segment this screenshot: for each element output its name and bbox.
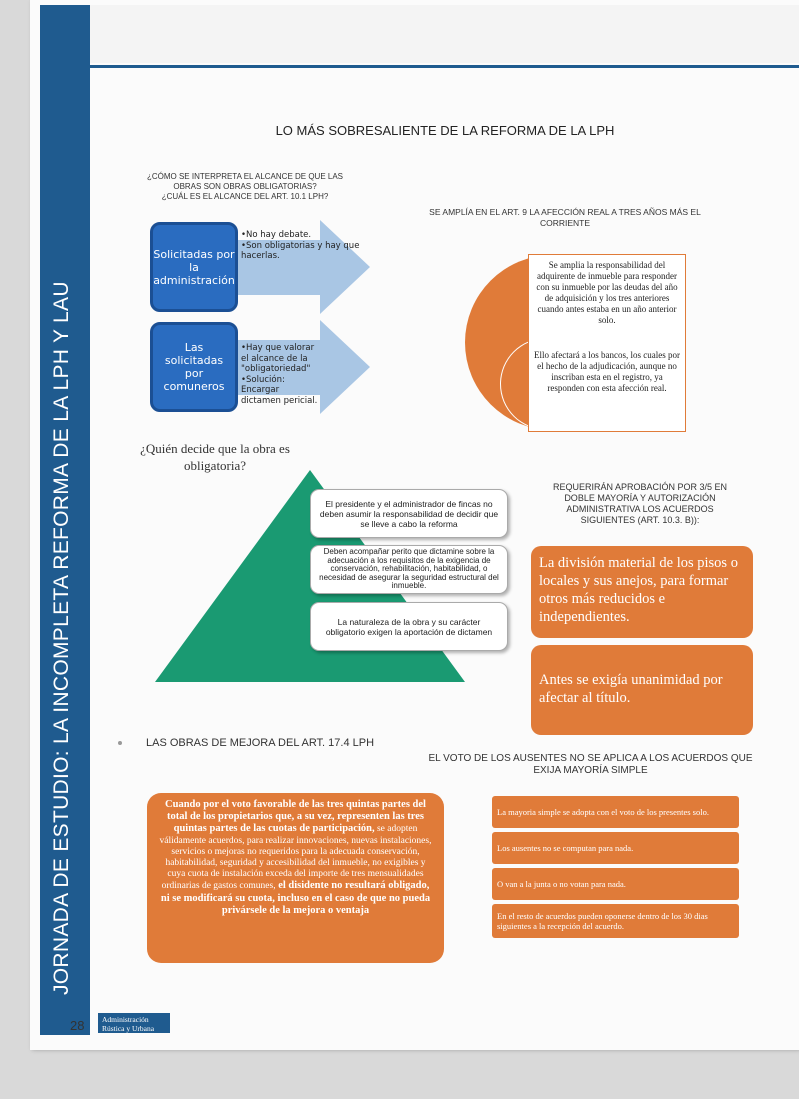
heading-line1: REQUERIRÁN APROBACIÓN POR 3/5 EN [552,482,728,492]
logo-line1: Administración [102,1015,149,1024]
voto-item-3: O van a la junta o no votan para nada. [492,868,739,900]
mejora-box [147,793,444,963]
section6-heading [413,753,768,777]
heading-line2: EXIJA MAYORÍA SIMPLE [533,765,648,776]
heading-line3: ADMINISTRATIVA LOS ACUERDOS [566,504,714,514]
heading-line1: SE AMPLÍA EN EL ART. 9 LA AFECCIÓN REAL A TRES AÑOS MÁS EL [429,207,701,217]
mejora-bold-intro: Cuando por el voto favorable de las tres quintas partes del total de los propietarios que, a su vez, representen las tres quintas partes de las cuotas de participación, [165,799,426,835]
pyramid-item-2: Deben acompañar perito que dictamine sobre la adecuación a los requisitos de la exigencia de conservación, rehabilitación, habitabilidad, o necesidad de asegurar la seguridad estructural del inmueble. [310,545,508,594]
heading-line1: EL VOTO DE LOS AUSENTES NO SE APLICA A LOS ACUERDOS QUE [428,753,753,764]
heading-line2: CORRIENTE [539,218,591,228]
section1-question [120,172,370,202]
voto-item-4: En el resto de acuerdos pueden oponerse dentro de los 30 dias siguientes a la recepción del acuerdo. [492,904,739,938]
voto-item-2: Los ausentes no se computan para nada. [492,832,739,864]
unanimidad-block: Antes se exigía unanimidad por afectar al título. [531,645,753,735]
bullet-dot [118,741,122,745]
section3-question: ¿Quién decide que la obra es obligatoria? [140,441,290,473]
division-block: La división material de los pisos o locales y sus anejos, para formar otros más reducidos e independientes. [531,546,753,638]
mejora-bold-outro: el disidente no resultará obligado, ni se modificará su cuota, incluso en el caso de que no pueda privársele de la mejora o ventaja [160,880,431,916]
header-band [90,5,799,63]
bullet-solucion: •Solución: Encargar dictamen pericial. [241,374,318,406]
pyramid-item-1: El presidente y el administrador de fincas no deben asumir la responsabilidad de decidir que se lleve a cabo la reforma [310,489,508,538]
box-solicitadas-comuneros: Las solicitadas por comuneros [150,322,238,412]
section5-heading: LAS OBRAS DE MEJORA DEL ART. 17.4 LPH [146,737,375,749]
pyramid-item-3: La naturaleza de la obra y su carácter obligatorio exigen la aportación de dictamen [310,602,508,651]
logo-line2: Rústica y Urbana [102,1024,155,1033]
section2-heading [400,207,730,229]
bullet-obligatorias: •Son obligatorias y hay que hacerlas. [241,240,360,261]
page-number: 28 [70,1018,85,1033]
afeccion-text-1: Se amplia la responsabilidad del adquirente de inmueble para responder con su inmueble por las deudas del año de adquisición y los tres anteriores cuando antes estaba en un año anterior solo. [536,260,678,325]
section4-heading [535,482,745,526]
heading-line2: DOBLE MAYORÍA Y AUTORIZACIÓN [564,493,716,503]
mejora-body: se adopten válidamente acuerdos, para realizar innovaciones, nuevas instalaciones, servicios o mejoras no requeridos para la adecuada conservación, habitabilidad, seguridad y accesibilidad del inmueble, no exigibles y cuya cuota de instalación exceda del importe de tres mensualidades ordinarias de gastos comunes, [159,824,432,892]
heading-line4: SIGUIENTES (ART. 10.3. B)): [580,515,700,525]
bullet-no-debate: •No hay debate. [241,230,312,240]
publication-logo [98,1013,170,1033]
header-rule [90,65,799,68]
page-title: LO MÁS SOBRESALIENTE DE LA REFORMA DE LA LPH [275,123,615,138]
afeccion-text-2: Ello afectará a los bancos, los cuales por el hecho de la adjudicación, aunque no inscriban esta en el registro, ya responden con esta afección real. [534,350,680,393]
vertical-title: JORNADA DE ESTUDIO: LA INCOMPLETA REFORMA DE LA LPH Y LAU [50,281,73,995]
question-line3: ¿CUÁL ES EL ALCANCE DEL ART. 10.1 LPH? [161,192,329,201]
bullet-valorar: •Hay que valorar el alcance de la "obligatoriedad" [241,343,315,374]
question-line1: ¿CÓMO SE INTERPRETA EL ALCANCE DE QUE LAS [146,172,344,181]
box2-bullets [241,343,321,406]
voto-item-1: La mayoria simple se adopta con el voto de los presentes solo. [492,796,739,828]
box1-bullets [241,230,371,262]
box-solicitadas-administracion: Solicitadas por la administración [150,222,238,312]
question-line2: OBRAS SON OBRAS OBLIGATORIAS? [173,182,317,191]
